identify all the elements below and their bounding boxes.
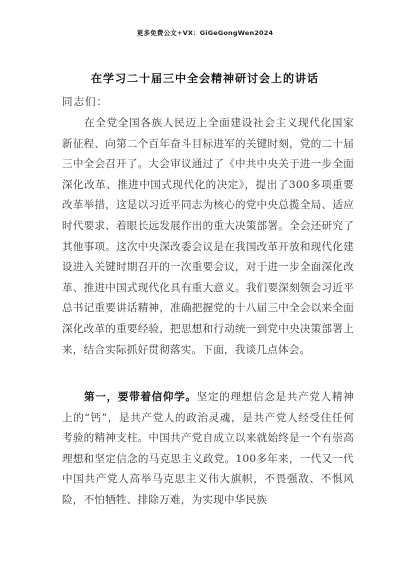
document-title: 在学习二十届三中全会精神研讨会上的讲话: [91, 72, 319, 85]
paragraph-text: 在全党全国各族人民迈上全面建设社会主义现代化国家新征程、向第二个百年奋斗目标进军的关键时刻，党的二十届三中全会召开了。大会审议通过了《中共中央关于进一步全面深化改革、推进中国式现代化的决定》，提出了300多项重要改革举措，这是以习近平同志为核心的党中央总揽全局、适应时代要求、着眼长远发展作出的重大决策部署。全会还研究了其他事项。这次中央深改委会议是在我国改革开放和现代化建设进入关键时期召开的一次重要会议，对于进一步全面深化改革、推进中国式现代化具有重大意义。我们要深刻领会习近平总书记重要讲话精神，准确把握党的十八届三中全会以来全面深化改革的重要经验，把思想和行动统一到党中央决策部署上来，结合实际抓好贯彻落实。下面，我谈几点体会。: [62, 117, 354, 356]
paragraph-lead: 第一，要带着信仰学。: [84, 391, 197, 403]
salutation: 同志们：: [62, 96, 108, 108]
body-paragraph: [62, 387, 354, 511]
body-paragraph: [62, 113, 354, 360]
paragraph-text: 坚定的理想信念是共产党人精神上的“钙”，是共产党人的政治灵魂，是共产党人经受住任何考验的精神支柱。中国共产党自成立以来就始终是一个有崇高理想和坚定信念的马克思主义政党。100多年来，一代又一代中国共产党人高举马克思主义伟大旗帜，不畏强敌、不惧风险，不怕牺牲、排除万难，为实现中华民族: [62, 391, 355, 506]
header-note: 更多免费公文+VX：GiGeGongWen2024: [136, 29, 274, 37]
